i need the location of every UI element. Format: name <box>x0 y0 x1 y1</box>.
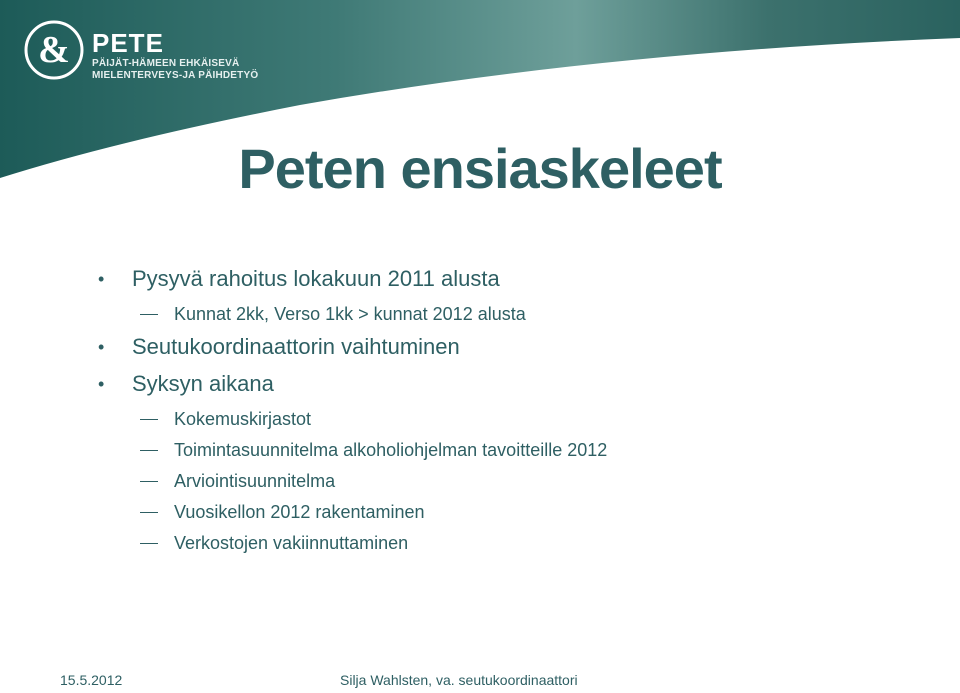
sub-bullet-item <box>94 301 934 332</box>
bullet-text: Pysyvä rahoitus lokakuun 2011 alusta <box>132 266 500 291</box>
bullet-item <box>94 264 934 301</box>
bullet-dot-icon: • <box>98 374 105 394</box>
sub-bullet-item <box>94 499 934 530</box>
slide-title: Peten ensiaskeleet <box>238 137 722 200</box>
sub-bullet-text: Arviointisuunnitelma <box>174 471 336 491</box>
dash-icon <box>140 450 158 451</box>
logo-name: PETE <box>92 28 164 58</box>
pete-logo <box>24 20 264 90</box>
dash-icon <box>140 543 158 544</box>
sub-bullet-text: Vuosikellon 2012 rakentaminen <box>174 502 425 522</box>
dash-icon <box>140 481 158 482</box>
dash-icon <box>140 314 158 315</box>
bullet-dot-icon: • <box>98 269 105 289</box>
dash-icon <box>140 419 158 420</box>
sub-bullet-item <box>94 530 934 561</box>
sub-bullet-text: Toimintasuunnitelma alkoholiohjelman tavoitteille 2012 <box>174 440 608 460</box>
bullet-dot-icon: • <box>98 337 105 357</box>
logo-subtitle-line1: PÄIJÄT-HÄMEEN EHKÄISEVÄ <box>92 58 240 69</box>
sub-bullet-item <box>94 437 934 468</box>
footer-author: Silja Wahlsten, va. seutukoordinaattori <box>340 672 578 688</box>
bullet-item <box>94 332 934 369</box>
sub-bullet-text: Kunnat 2kk, Verso 1kk > kunnat 2012 alusta <box>174 304 526 324</box>
sub-bullet-text: Verkostojen vakiinnuttaminen <box>174 533 409 553</box>
bullet-item <box>94 369 934 406</box>
bullet-text: Syksyn aikana <box>132 371 274 396</box>
sub-bullet-item <box>94 468 934 499</box>
sub-bullet-text: Kokemuskirjastot <box>174 409 312 429</box>
bullet-list <box>94 264 934 561</box>
sub-bullet-item <box>94 406 934 437</box>
pete-ampersand-icon <box>24 20 84 80</box>
dash-icon <box>140 512 158 513</box>
svg-text:&: & <box>38 29 70 71</box>
bullet-text: Seutukoordinaattorin vaihtuminen <box>132 334 460 359</box>
footer-date: 15.5.2012 <box>60 672 123 688</box>
logo-subtitle-line2: MIELENTERVEYS-JA PÄIHDETYÖ <box>92 70 259 81</box>
